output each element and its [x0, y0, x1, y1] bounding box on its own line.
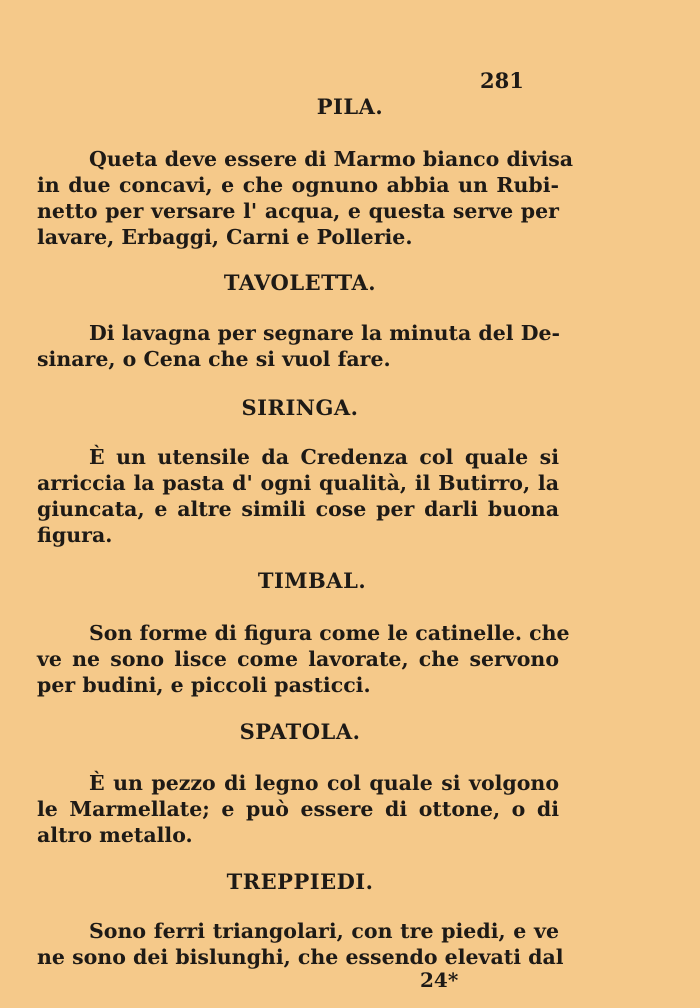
text-line: figura. — [37, 523, 113, 547]
section-title-spatola: SPATOLA. — [239, 719, 361, 744]
section-title-siringa: SIRINGA. — [241, 395, 359, 420]
text-line: Queta deve essere di Marmo bianco divisa — [89, 147, 574, 171]
text-line: giuncata, e altre simili cose per darli buona — [37, 497, 559, 521]
section-body-timbal — [37, 620, 570, 698]
signature-mark: 24* — [420, 968, 459, 992]
text-line: È un pezzo di legno col quale si volgono — [89, 771, 559, 795]
text-line: Di lavagna per segnare la minuta del De- — [89, 321, 561, 345]
text-line: ve ne sono lisce come lavorate, che servono — [37, 647, 559, 671]
text-line: in due concavi, e che ognuno abbia un Rubi- — [37, 173, 559, 197]
text-line: lavare, Erbaggi, Carni e Pollerie. — [37, 225, 413, 249]
section-body-tavoletta — [37, 320, 559, 372]
section-title-pila: PILA. — [316, 94, 384, 119]
section-title-treppiedi: TREPPIEDI. — [226, 869, 374, 894]
section-body-siringa — [37, 444, 559, 548]
text-line: sinare, o Cena che si vuol fare. — [37, 347, 391, 371]
section-body-spatola — [37, 770, 559, 848]
section-body-treppiedi — [37, 918, 564, 970]
text-line: È un utensile da Credenza col quale si — [89, 445, 559, 469]
text-line: Son forme di figura come le catinelle. che — [89, 621, 570, 645]
page-number: 281 — [480, 68, 524, 93]
text-line: arriccia la pasta d' ogni qualità, il Butirro, la — [37, 471, 559, 495]
section-title-timbal: TIMBAL. — [257, 568, 367, 593]
section-body-pila — [37, 146, 574, 250]
text-line: per budini, e piccoli pasticci. — [37, 673, 371, 697]
text-line: altro metallo. — [37, 823, 193, 847]
text-line: le Marmellate; e può essere di ottone, o di — [37, 797, 559, 821]
section-title-tavoletta: TAVOLETTA. — [223, 270, 377, 295]
text-line: netto per versare l' acqua, e questa serve per — [37, 199, 559, 223]
text-line: ne sono dei bislunghi, che essendo elevati dal — [37, 945, 564, 969]
text-line: Sono ferri triangolari, con tre piedi, e ve — [89, 919, 559, 943]
